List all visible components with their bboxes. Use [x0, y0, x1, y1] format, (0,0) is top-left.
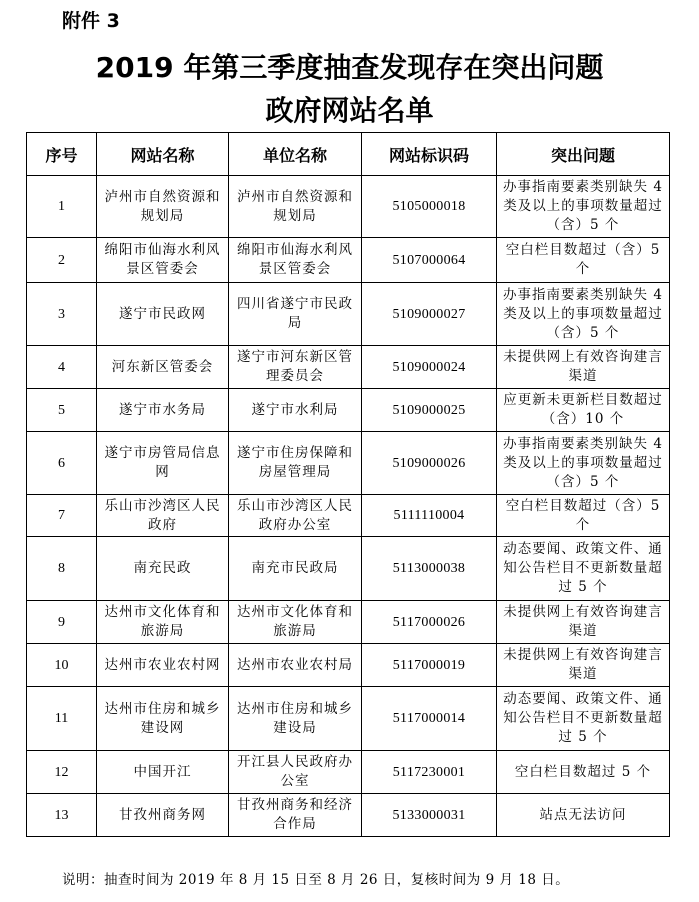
cell-site-code: 5109000024 — [362, 346, 497, 389]
cell-issue: 办事指南要素类别缺失 4 类及以上的事项数量超过（含）5 个 — [497, 432, 670, 495]
cell-unit-name: 达州市农业农村局 — [229, 644, 362, 687]
cell-site-name: 河东新区管委会 — [97, 346, 229, 389]
table-row — [27, 751, 670, 794]
cell-issue: 空白栏目数超过（含）5 个 — [497, 495, 670, 537]
cell-site-name: 泸州市自然资源和规划局 — [97, 176, 229, 238]
cell-unit-name: 遂宁市河东新区管理委员会 — [229, 346, 362, 389]
cell-issue: 办事指南要素类别缺失 4 类及以上的事项数量超过（含）5 个 — [497, 176, 670, 238]
cell-serial: 1 — [27, 176, 97, 238]
cell-site-code: 5117000019 — [362, 644, 497, 687]
cell-site-code: 5105000018 — [362, 176, 497, 238]
header-unit-name: 单位名称 — [229, 133, 362, 176]
table-row — [27, 537, 670, 601]
cell-unit-name: 甘孜州商务和经济合作局 — [229, 794, 362, 837]
cell-serial: 9 — [27, 601, 97, 644]
cell-site-name: 达州市文化体育和旅游局 — [97, 601, 229, 644]
cell-serial: 2 — [27, 238, 97, 283]
cell-site-code: 5109000025 — [362, 389, 497, 432]
table-row — [27, 432, 670, 495]
cell-serial: 5 — [27, 389, 97, 432]
cell-serial: 11 — [27, 687, 97, 751]
table-header-row — [27, 133, 670, 176]
cell-site-name: 南充民政 — [97, 537, 229, 601]
table-row — [27, 644, 670, 687]
cell-site-code: 5109000026 — [362, 432, 497, 495]
cell-serial: 7 — [27, 495, 97, 537]
cell-issue: 未提供网上有效咨询建言渠道 — [497, 346, 670, 389]
header-issue: 突出问题 — [497, 133, 670, 176]
cell-unit-name: 遂宁市水利局 — [229, 389, 362, 432]
cell-unit-name: 达州市住房和城乡建设局 — [229, 687, 362, 751]
header-site-name: 网站名称 — [97, 133, 229, 176]
website-list-table — [26, 132, 670, 837]
cell-issue: 未提供网上有效咨询建言渠道 — [497, 644, 670, 687]
cell-unit-name: 遂宁市住房保障和房屋管理局 — [229, 432, 362, 495]
cell-site-code: 5109000027 — [362, 283, 497, 346]
cell-site-name: 达州市住房和城乡建设网 — [97, 687, 229, 751]
cell-site-code: 5117230001 — [362, 751, 497, 794]
cell-issue: 空白栏目数超过 5 个 — [497, 751, 670, 794]
cell-serial: 8 — [27, 537, 97, 601]
cell-site-code: 5133000031 — [362, 794, 497, 837]
cell-issue: 应更新未更新栏目数超过（含）10 个 — [497, 389, 670, 432]
cell-issue: 动态要闻、政策文件、通知公告栏目不更新数量超过 5 个 — [497, 687, 670, 751]
table-row — [27, 601, 670, 644]
footnote: 说明：抽查时间为 2019 年 8 月 15 日至 8 月 26 日，复核时间为 9 月 18 日。 — [62, 872, 570, 888]
header-site-code: 网站标识码 — [362, 133, 497, 176]
cell-issue: 站点无法访问 — [497, 794, 670, 837]
cell-serial: 4 — [27, 346, 97, 389]
document-title-line2: 政府网站名单 — [265, 94, 434, 127]
table-row — [27, 176, 670, 238]
cell-unit-name: 绵阳市仙海水利风景区管委会 — [229, 238, 362, 283]
cell-site-name: 遂宁市房管局信息网 — [97, 432, 229, 495]
cell-issue: 空白栏目数超过（含）5 个 — [497, 238, 670, 283]
cell-unit-name: 乐山市沙湾区人民政府办公室 — [229, 495, 362, 537]
cell-serial: 12 — [27, 751, 97, 794]
cell-serial: 3 — [27, 283, 97, 346]
cell-site-name: 遂宁市民政网 — [97, 283, 229, 346]
header-serial: 序号 — [27, 133, 97, 176]
cell-site-code: 5117000014 — [362, 687, 497, 751]
cell-serial: 13 — [27, 794, 97, 837]
table-row — [27, 346, 670, 389]
cell-issue: 动态要闻、政策文件、通知公告栏目不更新数量超过 5 个 — [497, 537, 670, 601]
cell-site-name: 甘孜州商务网 — [97, 794, 229, 837]
cell-site-code: 5113000038 — [362, 537, 497, 601]
cell-site-code: 5107000064 — [362, 238, 497, 283]
cell-site-name: 中国开江 — [97, 751, 229, 794]
table-row — [27, 238, 670, 283]
cell-site-code: 5111110004 — [362, 495, 497, 537]
attachment-label: 附件 3 — [62, 10, 120, 32]
cell-unit-name: 南充市民政局 — [229, 537, 362, 601]
cell-site-name: 乐山市沙湾区人民政府 — [97, 495, 229, 537]
table-row — [27, 687, 670, 751]
cell-unit-name: 达州市文化体育和旅游局 — [229, 601, 362, 644]
cell-issue: 未提供网上有效咨询建言渠道 — [497, 601, 670, 644]
cell-serial: 6 — [27, 432, 97, 495]
cell-unit-name: 开江县人民政府办公室 — [229, 751, 362, 794]
table-row — [27, 283, 670, 346]
table-row — [27, 495, 670, 537]
cell-issue: 办事指南要素类别缺失 4 类及以上的事项数量超过（含）5 个 — [497, 283, 670, 346]
cell-site-name: 遂宁市水务局 — [97, 389, 229, 432]
cell-site-code: 5117000026 — [362, 601, 497, 644]
document-title-line1: 2019 年第三季度抽查发现存在突出问题 — [95, 51, 604, 84]
table-row — [27, 794, 670, 837]
cell-site-name: 达州市农业农村网 — [97, 644, 229, 687]
table-row — [27, 389, 670, 432]
cell-site-name: 绵阳市仙海水利风景区管委会 — [97, 238, 229, 283]
cell-unit-name: 四川省遂宁市民政局 — [229, 283, 362, 346]
cell-serial: 10 — [27, 644, 97, 687]
cell-unit-name: 泸州市自然资源和规划局 — [229, 176, 362, 238]
